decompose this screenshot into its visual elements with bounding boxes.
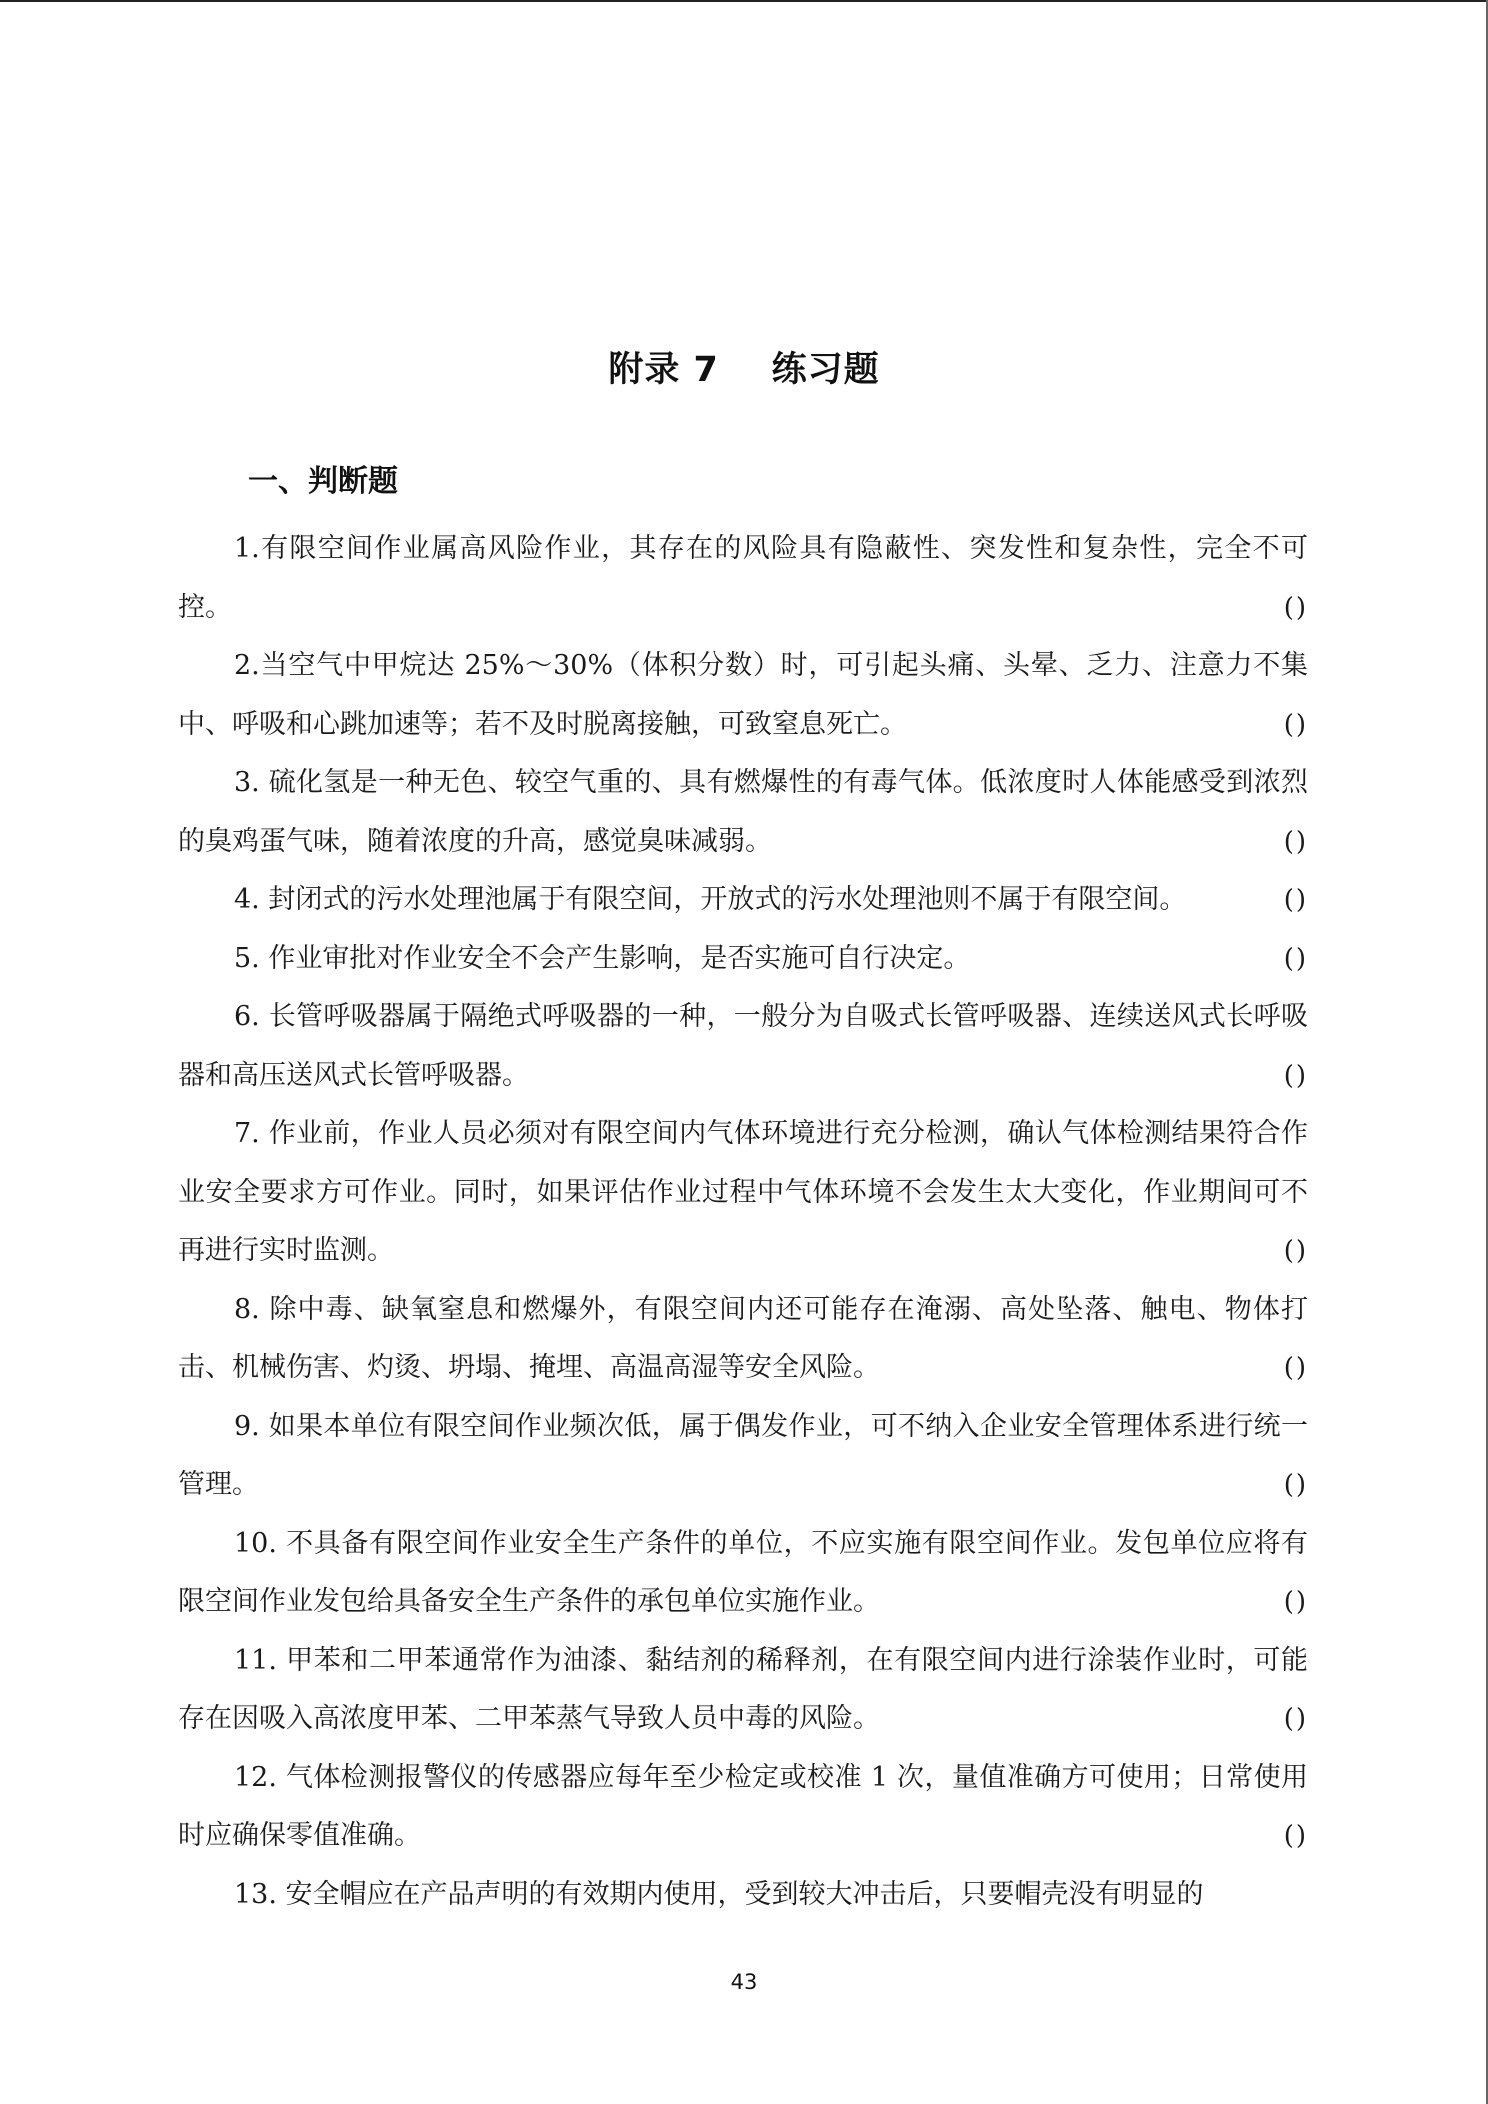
question-number: 9. [234,1410,269,1442]
question-item [178,1398,1308,1515]
question-text: 安全帽应在产品声明的有效期内使用，受到较大冲击后，只要帽壳没有明显的 [285,1878,1204,1910]
question-text: 硫化氢是一种无色、较空气重的、具有燃爆性的有毒气体。低浓度时人体能感受到浓烈的臭鸡蛋气味，随着浓度的升高，感觉臭味减弱。 [178,767,1308,857]
answer-blank[interactable]: () [1283,1470,1308,1500]
answer-blank[interactable]: () [1283,709,1308,740]
question-number: 3. [234,767,269,798]
question-item [178,1866,1308,1925]
question-text: 作业前，作业人员必须对有限空间内气体环境进行充分检测，确认气体检测结果符合作业安全要求方可作业。同时，如果评估作业过程中气体环境不会发生太大变化，作业期间可不再进行实时监测。 [178,1118,1308,1266]
section-heading: 一、判断题 [248,464,398,499]
question-text: 气体检测报警仪的传感器应每年至少检定或校准 1 次，量值准确方可使用；日常使用时应确保零值准确。 [178,1761,1308,1851]
question-item [178,1105,1308,1281]
answer-blank[interactable]: () [1283,1704,1308,1734]
question-number: 4. [234,884,269,915]
question-number: 7. [234,1118,269,1149]
question-text: 长管呼吸器属于隔绝式呼吸器的一种，一般分为自吸式长管呼吸器、连续送风式长呼吸器和高压送风式长管呼吸器。 [178,1001,1308,1091]
question-number: 12. [234,1761,286,1793]
page-number: 43 [730,1970,758,1994]
question-number: 10. [234,1527,287,1559]
question-number: 11. [234,1644,287,1676]
question-number: 8. [234,1293,270,1325]
question-number: 6. [234,1001,269,1032]
question-number: 5. [234,942,269,974]
question-item [178,988,1308,1105]
question-item [178,754,1308,871]
question-text: 作业审批对作业安全不会产生影响，是否实施可自行决定。 [268,942,971,974]
question-item [178,1515,1308,1632]
page-title: 附录 7 练习题 [608,350,880,390]
question-item [178,871,1308,930]
question-number: 13. [234,1878,286,1910]
question-item [178,637,1308,754]
page-top-border [0,0,1488,2]
answer-blank[interactable]: () [1283,1236,1308,1266]
question-item [178,520,1308,637]
answer-blank[interactable]: () [1283,943,1308,974]
question-text: 如果本单位有限空间作业频次低，属于偶发作业，可不纳入企业安全管理体系进行统一管理。 [178,1410,1308,1500]
answer-blank[interactable]: () [1283,1353,1308,1383]
answer-blank[interactable]: () [1283,826,1308,857]
question-text: 不具备有限空间作业安全生产条件的单位，不应实施有限空间作业。发包单位应将有限空间作业发包给具备安全生产条件的承包单位实施作业。 [178,1527,1308,1617]
question-item [178,1281,1308,1398]
question-item [178,930,1308,989]
question-item [178,1632,1308,1749]
answer-blank[interactable]: () [1283,1060,1308,1091]
question-text: 甲苯和二甲苯通常作为油漆、黏结剂的稀释剂，在有限空间内进行涂装作业时，可能存在因吸入高浓度甲苯、二甲苯蒸气导致人员中毒的风险。 [178,1644,1308,1734]
answer-blank[interactable]: () [1283,592,1308,623]
answer-blank[interactable]: () [1283,1821,1308,1851]
answer-blank[interactable]: () [1283,885,1308,915]
question-list [178,520,1308,1924]
question-text: 当空气中甲烷达 25%～30%（体积分数）时，可引起头痛、头晕、乏力、注意力不集中、呼吸和心跳加速等；若不及时脱离接触，可致窒息死亡。 [178,650,1308,740]
question-item [178,1749,1308,1866]
question-text: 封闭式的污水处理池属于有限空间，开放式的污水处理池则不属于有限空间。 [268,884,1187,915]
question-number: 2. [234,650,260,681]
question-number: 1. [234,533,260,564]
question-text: 除中毒、缺氧窒息和燃爆外，有限空间内还可能存在淹溺、高处坠落、触电、物体打击、机械伤害、灼烫、坍塌、掩埋、高温高湿等安全风险。 [178,1293,1309,1383]
answer-blank[interactable]: () [1283,1587,1308,1617]
question-text: 有限空间作业属高风险作业，其存在的风险具有隐蔽性、突发性和复杂性，完全不可控。 [178,533,1308,623]
